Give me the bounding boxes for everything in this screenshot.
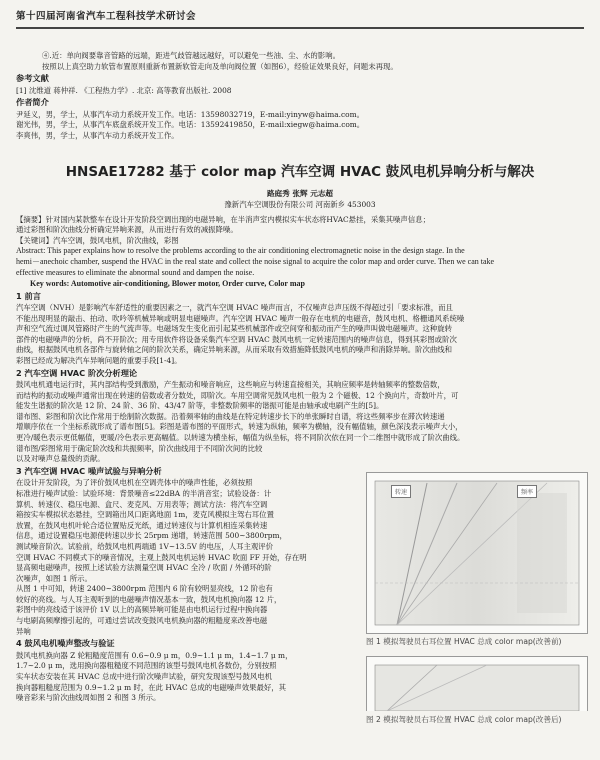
keywords-en: Key words: Automotive air-conditioning, Blower motor, Order curve, Color map	[30, 278, 305, 288]
sec4-line: 噪音彩来与阶次曲线周如图 2 和图 3 所示。	[16, 693, 161, 703]
sec3-line: 从图 1 中可知，转速 2400~3800rpm 范围内 6 阶有较明显亮线，12 阶也有	[16, 584, 273, 594]
sec2-line: 谱布图/彩图常用于确定阶次线和共振频率，阶次曲线用于不同阶次间的比较	[16, 443, 263, 453]
colormap-image	[367, 657, 587, 711]
sec3-line: 空调 HVAC 不同模式下的噪音情况，主观上鼓风电机运转 HVAC 吹面 FF 开始，存在明	[16, 552, 307, 562]
sec3-line: 次噪声，如图 1 所示。	[16, 573, 92, 583]
sec3-line: 信息，通过设置稳压电源使转速以步长 25rpm 递增，转速范围 500~3800rpm，	[16, 531, 287, 541]
sec3-line: 与电刷高频摩擦引起的，可通过尝试改变鼓风电机换向器的粗糙度来改善电磁	[16, 616, 268, 626]
sec3-line: 彩图中的亮线适于该评价 1V 以上的高频异响可能是由电机运行过程中换向器	[16, 605, 268, 615]
sec2-line: 能发生谐振的阶次是 12 阶、24 阶、36 阶、43/47 阶等，非整数阶频率的谐振可能是由轴承或电刷产生的[5]。	[16, 401, 384, 411]
intro-line: 按照以上真空助力软管布置原则重新布置新软管走向及单向阀位置（如图6），经验证效果良好，问题未再现。	[42, 61, 398, 71]
running-head: 第十四届河南省汽车工程科技学术研讨会	[16, 6, 584, 29]
sec1-line: 不能出现明显的敲击、拍动、吹吟等机械异响或明显电磁噪声。汽车空调 HVAC 噪声一般存在电机的电磁音，鼓风电机、格栅通风系统噪	[16, 313, 465, 323]
sec2-line: 而结构的振动或噪声通常出现在转速的倍数或者分数处，即阶次。车用空调常见鼓风电机一般为 2 个磁极、12 个换向片，奇数叶片，可	[16, 390, 459, 400]
abstract-en-line: effective measures to eliminate the abnormal sound and dampen the noise.	[16, 267, 255, 277]
abstract-en-line: Abstract: This paper explains how to resolve the problems according to the air conditioning electromagnetic noise in the design stage. In the	[16, 246, 465, 256]
sec2-line: 增顺序依在一个坐标系就形成了谱布图[5]。彩图是谱布图的平面形式，转速为纵轴，频率为横轴，没有幅值轴，颜色深浅表示噪声大小，	[16, 422, 463, 432]
left-column	[16, 466, 356, 704]
abstract-cn-line: 通过彩图和阶次曲线分析确定异响来源，从而进行有效的减振降噪。	[16, 225, 238, 235]
figure-2-caption: 图 2 模拟驾驶员右耳位置 HVAC 总成 color map(改善后)	[366, 714, 562, 724]
two-column-area	[16, 465, 584, 724]
author-bio: 谢光伟，男，学士，从事汽车底盘系统开发工作。电话：13592419850，E-mail:xiegw@haima.com。	[16, 120, 365, 130]
colormap-annotation: 频率	[517, 485, 537, 498]
sec3-line: 显高频电磁噪声，按照上述试验方法测量空调 HVAC 全冷 / 吹面 / 外循环的阶	[16, 563, 272, 573]
sec3-line: 较好的亮线。与人耳主观听到的电磁噪声情况基本一致，鼓风电机换向器 12 片，	[16, 594, 282, 604]
sec3-line: 算机、转速仪、稳压电源、盒尺、麦克风、万用表等；测试方法：将汽车空调	[16, 499, 268, 509]
references-heading: 参考文献	[16, 73, 49, 84]
sec3-line: 放置，在鼓风电机叶轮合适位置贴反光纸，通过转速仪与计算机相连采集转速	[16, 520, 268, 530]
sec4-line: 鼓风电机换向器 Z 轮粗糙度范围有 0.6~0.9 μ m，0.9~1.1 μ m，1.4~1.7 μ m，	[16, 650, 293, 660]
keywords-cn: 【关键词】汽车空调，鼓风电机，阶次曲线，彩图	[16, 235, 179, 245]
sec1-line: 部件的电磁噪声的分析，尚不开阶次；用专用软件将设备采集汽车空调 HVAC 鼓风电机一定转速范围内的噪声信息，得到其彩图或阶次	[16, 334, 457, 344]
sec3-line: 在设计开发阶段，为了评价鼓风电机在空调壳体中的噪声性能，必须按照	[16, 478, 253, 488]
sec4-line: 换向器粗糙度范围为 0.9~1.2 μ m 时，在此 HVAC 总成的电磁噪声效果最好，其	[16, 682, 287, 692]
abstract-cn-line: 【摘要】针对国内某款整车在设计开发阶段空调出现的电磁异响，在半消声室内模拟实车状态将HVAC悬挂，采集其噪声信息；	[16, 214, 430, 224]
section-4-title: 4 鼓风电机噪声整改与验证	[16, 638, 115, 649]
section-3-title: 3 汽车空调 HVAC 噪声试验与异响分析	[16, 465, 162, 476]
sec1-line: 彩图已经成为解决汽车异响问题的重要手段[1-4]。	[16, 356, 182, 365]
figure-1-caption: 图 1 模拟驾驶员右耳位置 HVAC 总成 color map(改善前)	[366, 636, 562, 646]
sec1-line: 曲线，根据鼓风电机各部件与旋转轴之间的阶次关系，确定异响来源，从而采取有效措施降低鼓风电机的噪声和消除异响。阶次曲线和	[16, 345, 453, 355]
authors-heading: 作者简介	[16, 97, 49, 108]
paper-authors: 路庭秀 张辉 元志超	[266, 188, 334, 198]
sec3-line: 异响	[16, 626, 31, 636]
abstract-en-line: hemi－anechoic chamber, suspend the HVAC in the real state and collect the noise signal to acquire the color map and order curve. Then we can take	[16, 257, 495, 267]
sec2-line: 鼓风电机通电运行时，其内部结构受到激励，产生振动和噪音响应，这些响应与转速直接相关，其响应频率是转轴频率的整数倍数，	[16, 380, 445, 390]
colormap-annotation: 转速	[391, 485, 411, 498]
sec4-line: 1.7~2.0 μ m，选用换向器粗糙度不同范围的该型号鼓风电机各数份，分别按照	[16, 661, 277, 671]
paper-title: HNSAE17282 基于 color map 汽车空调 HVAC 鼓风电机异响分析与解决	[65, 163, 535, 180]
sec3-line: 标准进行噪声试验：试验环境：背景噪音≤22dBA 的半消音室；试验设备：计	[16, 488, 272, 498]
sec3-line: 箱按实车模拟状态悬挂，空调箱出风口距离地面 1m，麦克风模拟主驾右耳位置	[16, 510, 274, 520]
sec1-line: 汽车空调（NVH）是影响汽车舒适性的重要因素之一，就汽车空调 HVAC 噪声而言，不仅噪声总声压级不得超过引「要求标准，而且	[16, 303, 453, 313]
paper-affiliation: 豫新汽车空调股份有限公司 河南新乡 453003	[224, 199, 376, 209]
intro-line: ④.近：单向阀要靠音管路的远端，距进气歧管越远越好，可以避免一些油、尘、水的影响。	[42, 51, 340, 60]
sec4-line: 实车状态安装在其 HVAC 总成中进行阶次噪声试验，研究发现该型号鼓风电机	[16, 671, 273, 681]
reference-item: [1] 沈维道 蒋仲祥. 《工程热力学》. 北京: 高等教育出版社. 2008	[16, 85, 232, 95]
figure-1-colormap	[366, 472, 588, 634]
sec3-line: 测试噪音阶次。试验前，给鼓风电机两端通 1V~13.5V 的电压，人耳主观评价	[16, 541, 274, 551]
section-2-title: 2 汽车空调 HVAC 阶次分析理论	[16, 367, 138, 378]
sec1-line: 声和空气流过调风管路时产生的气流声等。电磁场发生变化而引起某些机械部件或空间穿和振动而产生的噪声叫做电磁噪声。这种旋转	[16, 324, 453, 334]
author-bio: 尹延义，男，学士，从事汽车动力系统开发工作。电话：13598032719，E-mail:yinyw@haima.com。	[16, 109, 365, 119]
sec2-line: 更冷/暖色表示更低幅值，更暖/冷色表示更高幅值。以转速为横坐标，幅值为纵坐标，将不同阶次依在同一个二维图中就形成了阶次曲线。	[16, 433, 465, 443]
sec2-line: 谱布图、彩图和阶次比作常用于绘制阶次数据。沿着频率轴的曲线是在特定转速步长下的单张瞬时自谱，将这些频率步在滞次转速递	[16, 411, 445, 421]
section-1-title: 1 前言	[16, 290, 41, 301]
sec2-line: 以及对噪声总量级的贡献。	[16, 454, 105, 464]
figure-2-colormap	[366, 656, 588, 711]
author-bio: 李爽伟，男，学士，从事汽车动力系统开发工作。	[16, 130, 179, 140]
